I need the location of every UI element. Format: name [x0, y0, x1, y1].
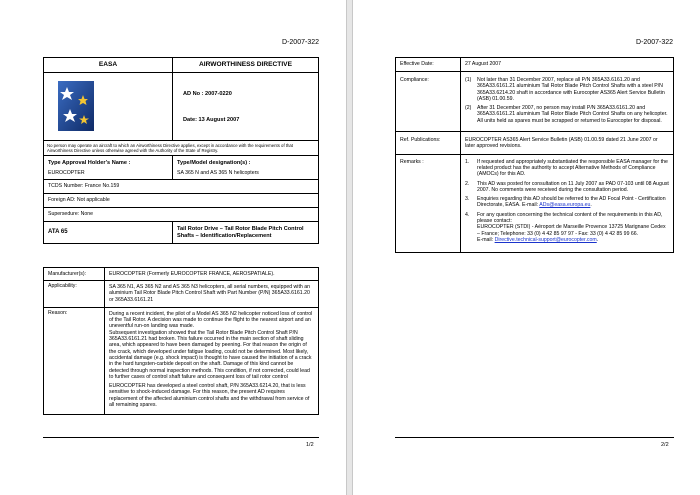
agency-name: EASA — [44, 58, 173, 73]
footer-rule — [395, 437, 674, 438]
reason-paragraph-1: During a recent incident, the pilot of a Model AS 365 N2 helicopter noticed loss of control of the Tail Rotor. A decision was made to continue the flight to the nearest airport and an uneventful run-on landing was made. — [109, 310, 313, 330]
remark-item — [465, 181, 669, 194]
eurocopter-email-link[interactable]: Directive.technical-support@eurocopter.com — [494, 236, 597, 243]
manufacturer-label: Manufacturer(s): — [44, 268, 105, 281]
model-label: Type/Model designation(s) : — [177, 160, 251, 166]
ad-number: AD No : 2007-0220 — [183, 91, 232, 97]
document-page-1 — [0, 0, 347, 495]
remark-item — [465, 212, 669, 243]
supersedure: Supersedure: None — [44, 208, 319, 222]
tcds-number: TCDS Number: France No.159 — [44, 180, 319, 194]
ref-publications-value: EUROCOPTER AS365 Alert Service Bulletin (ASB) 01.00.59 dated 21 June 2007 or later approved revisions. — [461, 132, 674, 155]
remark-item — [465, 196, 669, 209]
ad-continuation-table — [395, 57, 674, 253]
disclaimer-text: No person may operate an aircraft to which an Airworthiness Directive applies, except in accordance with the requirements of that Airworthiness Directive unless otherwise agreed with the Authority of the State of Registry. — [44, 141, 319, 156]
item-number: (2) — [465, 105, 472, 112]
effective-date-value: 27 August 2007 — [461, 58, 674, 72]
foreign-ad: Foreign AD: Not applicable — [44, 194, 319, 208]
model-cell — [173, 156, 319, 180]
reason-paragraph-2: Subsequent investigation showed that the Tail Rotor Blade Pitch Control Shaft P/N 365A33.6161.21 had broken. This failure occurred in the main section of shaft sliding area, which appeared to have been damaged by peening. For that reason the origin of the crack, which developed under fatigue loading, could not be determined. Most likely, accidental damage (e.g. shock impact) is thought to have caused the initiation of a crack in the hard tungsten-carbide deposit on the shaft. Damage of this kind cannot be detected through normal inspection methods. This condition, if not corrected, could lead to further cases of control shaft failure and consequent loss of tail rotor control — [109, 329, 312, 380]
remark-text: This AD was posted for consultation on 11 July 2007 as PAD 07-103 until 08 August 2007. No comments were received during the consultation period. — [477, 180, 669, 193]
document-page-2 — [352, 0, 700, 495]
ad-meta-cell — [173, 73, 319, 141]
compliance-item — [465, 105, 669, 124]
remark-number: 1. — [465, 158, 470, 165]
page-number: 2/2 — [661, 442, 669, 448]
applicability-label: Applicability: — [44, 281, 105, 308]
effective-date-label: Effective Date: — [396, 58, 461, 72]
holder-cell — [44, 156, 173, 180]
eurocopter-contact: EUROCOPTER (STDI) - Aéroport de Marseille Provence 13725 Marignane Cedex – France; Telephone: 33 (0) 4 42 85 97 97 - Fax: 33 (0) 4 42 85 99 66. — [477, 224, 666, 237]
model-value: SA 365 N and AS 365 N helicopters — [177, 170, 259, 177]
compliance-item — [465, 77, 669, 102]
ad-details-table — [43, 267, 319, 415]
doc-reference: D-2007-322 — [636, 39, 673, 46]
reason-label: Reason: — [44, 307, 105, 414]
manufacturer-value: EUROCOPTER (Formerly EUROCOPTER FRANCE, AEROSPATIALE). — [105, 268, 319, 281]
ad-header-table — [43, 57, 319, 244]
remark-text: For any question concerning the technical content of the requirements in this AD, please contact: EUROCOPTER (STDI) - Aéroport de Marseille Provence 13725 Marignane Cedex – France; Telephone: 33 (0) 4 42 85 97 97 - Fax: 33 (0) 4 42 85 99 66. E-mail: Directive.technical-support@eurocopter.com. — [477, 211, 666, 243]
footer-rule — [43, 437, 319, 438]
remark-text: Enquiries regarding this AD should be referred to the AD Focal Point - Certification Directorate, EASA. E-mail: ADs@easa.europa.eu. — [477, 196, 666, 209]
remarks-label: Remarks : — [396, 154, 461, 253]
logo-cell — [44, 73, 173, 141]
ref-publications-label: Ref. Publications: — [396, 132, 461, 155]
item-text: Not later than 31 December 2007, replace all P/N 365A33.6161.20 and 365A33.6161.21 aluminium Tail Rotor Blade Pitch Control Shafts with a steel P/N 365A33.6214.20 shaft in accordance with Eurocopter AS365 Alert Service Bulletin (ASB) 01.00.59. — [477, 77, 665, 102]
ad-issue-date: Date: 13 August 2007 — [183, 117, 240, 124]
applicability-value: SA 365 N1, AS 365 N2 and AS 365 N3 helicopters, all serial numbers, equipped with an aluminium Tail Rotor Blade Pitch Control Shaft with Part Number (P/N) 365A33.6161.20 or 365A33.6161.21 — [105, 281, 319, 308]
reason-paragraph-3: EUROCOPTER has developed a steel control shaft, P/N 365A33.6214.20, that is less sensitive to shock-induced damage. For this reason, the present AD requires replacement of the affected aluminium control shafts and the withdrawal from service of all remaining spares. — [109, 383, 310, 409]
email-label: E-mail: — [477, 236, 495, 243]
remarks-cell — [461, 154, 674, 253]
doc-reference: D-2007-322 — [282, 39, 319, 46]
item-number: (1) — [465, 77, 472, 83]
easa-email-link[interactable]: ADs@easa.europa.eu — [539, 202, 591, 209]
remark-number: 4. — [465, 211, 470, 218]
page-number: 1/2 — [306, 442, 314, 448]
holder-value: EUROCOPTER — [48, 170, 85, 177]
item-text: After 31 December 2007, no person may install P/N 365A33.6161.20 and 365A33.6161.21 aluminium Tail Rotor Blade Pitch Control Shafts on any helicopter. All units held as spares must be scrapped or returned to Eurocopter for disposal. — [477, 105, 668, 124]
easa-logo-icon — [58, 81, 94, 131]
remark-item — [465, 159, 669, 178]
holder-label: Type Approval Holder’s Name : — [48, 160, 131, 166]
compliance-cell — [461, 72, 674, 132]
remark-text: If requested and appropriately substantiated the responsible EASA manager for the related product has the authority to accept Alternative Methods of Compliance (AMOCs) for this AD. — [477, 158, 668, 178]
remark-number: 3. — [465, 196, 470, 203]
reason-cell — [105, 307, 319, 414]
compliance-label: Compliance: — [396, 72, 461, 132]
remark-number: 2. — [465, 180, 470, 187]
doc-type-title: AIRWORTHINESS DIRECTIVE — [173, 58, 319, 73]
remark-4-text: For any question concerning the technical content of the requirements in this AD, please contact: — [477, 211, 663, 225]
remark-3-text: Enquiries regarding this AD should be referred to the AD Focal Point - Certification Directorate, EASA. E-mail: — [477, 196, 666, 209]
ad-subject: Tail Rotor Drive – Tail Rotor Blade Pitch Control Shafts – Identification/Replacement — [173, 222, 319, 244]
ata-chapter: ATA 65 — [44, 222, 173, 244]
